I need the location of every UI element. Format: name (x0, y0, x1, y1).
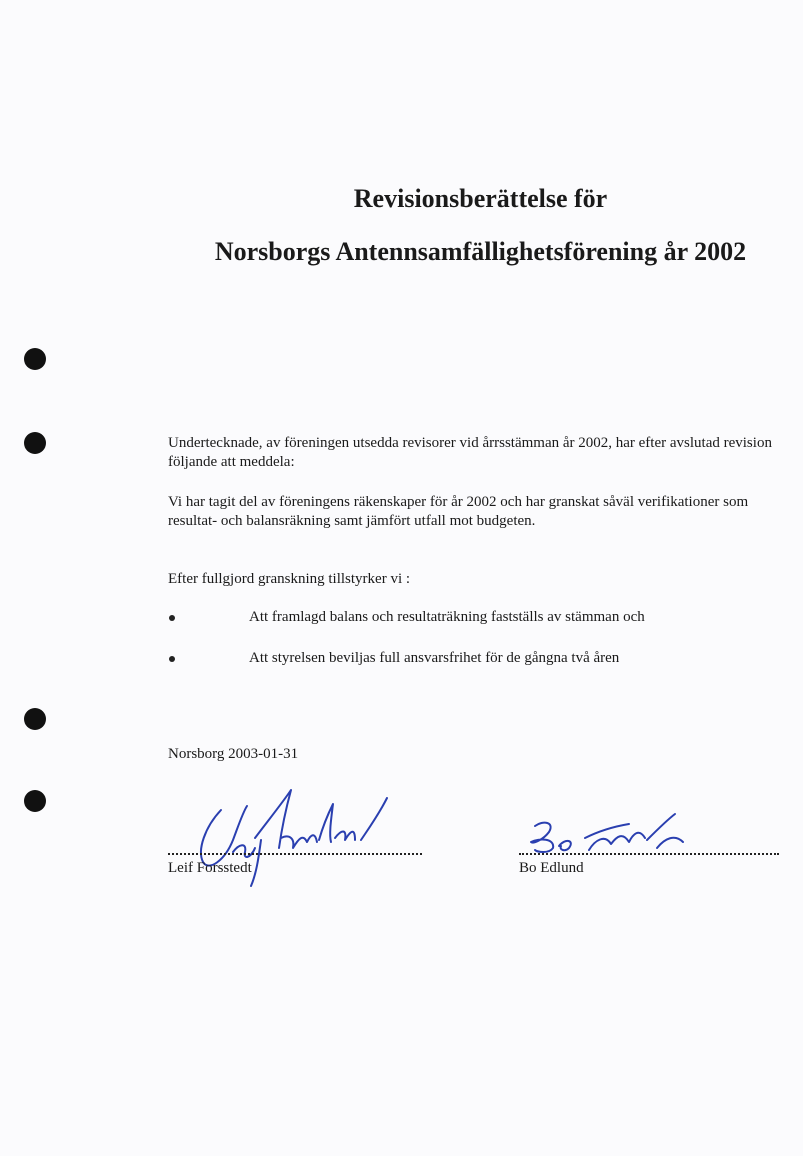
punch-hole (24, 348, 46, 370)
punch-hole (24, 708, 46, 730)
place-date: Norsborg 2003-01-31 (168, 746, 299, 762)
signature-line (168, 853, 422, 855)
punch-hole (24, 432, 46, 454)
bullet-icon (169, 656, 175, 662)
signatory-name: Bo Edlund (519, 860, 584, 876)
signature-line (519, 853, 779, 855)
recommendation-lead: Efter fullgjord granskning tillstyrker vi : (168, 571, 411, 587)
punch-hole (24, 790, 46, 812)
intro-paragraph: Undertecknade, av föreningen utsedda revisorer vid årrsstämman år 2002, har efter avslutad revision följande att meddela: (168, 435, 772, 470)
bullet-icon (169, 615, 175, 621)
document-title: Revisionsberättelse för (353, 184, 608, 213)
signature-bo-edlund (525, 808, 695, 858)
body-paragraph: Vi har tagit del av föreningens räkenskaper för år 2002 och har granskat såväl verifikationer som resultat- och balansräkning samt jämfört utfall mot budgeten. (168, 494, 749, 529)
signatory-name: Leif Forsstedt (168, 860, 252, 876)
bullet-item: Att styrelsen beviljas full ansvarsfrihet för de gångna två åren (249, 650, 620, 666)
bullet-item: Att framlagd balans och resultaträkning fastställs av stämman och (249, 609, 645, 625)
document-subtitle: Norsborgs Antennsamfällighetsförening år 2002 (214, 237, 747, 266)
